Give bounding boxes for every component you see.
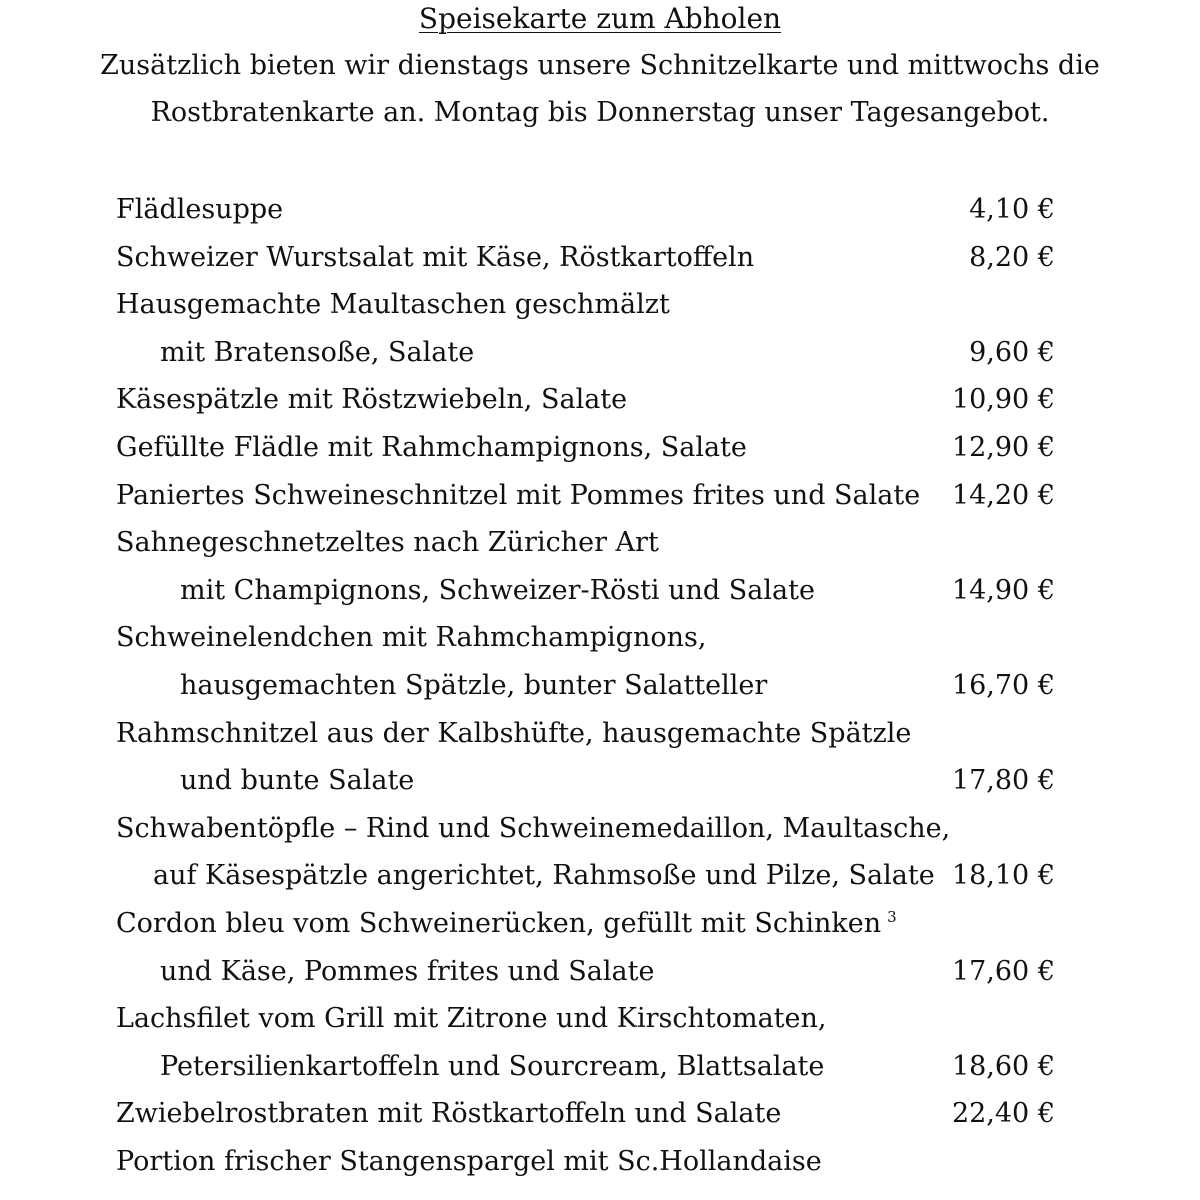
menu-item-description: mit Champignons, Schweizer-Rösti und Salate [180, 574, 815, 606]
menu-item-line [0, 856, 1200, 904]
menu-item-line [0, 476, 1200, 524]
menu-item-description: Petersilienkartoffeln und Sourcream, Blattsalate [160, 1050, 825, 1082]
menu-item-price: 17,80 € [951, 765, 1055, 797]
menu-item-price: 16,70 € [951, 669, 1055, 701]
menu-item-text [116, 908, 897, 939]
menu-item-description: Käsespätzle mit Röstzwiebeln, Salate [116, 384, 628, 416]
menu-item-text [116, 1003, 826, 1034]
menu-item-line [0, 285, 1200, 333]
menu-item-price: 22,40 € [951, 1098, 1055, 1130]
menu-item-description: Rahmschnitzel aus der Kalbshüfte, hausgemachte Spätzle [116, 717, 912, 749]
menu-item-description: Gefüllte Flädle mit Rahmchampignons, Salate [116, 431, 747, 463]
menu-item-description: Cordon bleu vom Schweinerücken, gefüllt mit Schinken [116, 907, 882, 939]
menu-item-text [116, 194, 283, 225]
menu-item-text [116, 384, 627, 415]
menu-item-text [153, 860, 935, 891]
menu-item-text [160, 956, 654, 987]
menu-item-price: 12,90 € [951, 431, 1055, 463]
menu-item-line [0, 571, 1200, 619]
menu-item-text [180, 670, 767, 701]
menu-item-text [116, 718, 911, 749]
menu-item-line [0, 952, 1200, 1000]
menu-item-line [0, 238, 1200, 286]
page-title: Speisekarte zum Abholen [418, 2, 782, 35]
menu-item-line [0, 190, 1200, 238]
menu-item-price: 14,90 € [951, 574, 1055, 606]
menu-item-text [160, 337, 474, 368]
menu-item-text [116, 242, 754, 273]
menu-item-text [116, 813, 950, 844]
menu-item-description: Schweizer Wurstsalat mit Käse, Röstkartoffeln [116, 241, 755, 273]
menu-item-description: hausgemachten Spätzle, bunter Salatteller [180, 669, 768, 701]
menu-item-price: 8,20 € [969, 241, 1055, 273]
menu-item-line [0, 714, 1200, 762]
menu-item-description: Schweinelendchen mit Rahmchampignons, [116, 622, 707, 654]
menu-item-description: auf Käsespätzle angerichtet, Rahmsoße und Pilze, Salate [153, 860, 935, 892]
menu-item-text [116, 527, 659, 558]
menu-item-line [0, 761, 1200, 809]
menu-item-price: 14,20 € [951, 479, 1055, 511]
menu-item-line [0, 809, 1200, 857]
menu-item-price: 18,60 € [951, 1050, 1055, 1082]
menu-item-text [180, 575, 815, 606]
menu-item-description: Paniertes Schweineschnitzel mit Pommes frites und Salate [116, 479, 921, 511]
menu-item-text [116, 480, 920, 511]
menu-item-line [0, 1142, 1200, 1190]
menu-item-description: Schwabentöpfle – Rind und Schweinemedaillon, Maultasche, [116, 812, 951, 844]
menu-item-price: 10,90 € [951, 384, 1055, 416]
menu-item-line [0, 523, 1200, 571]
menu-item-description: mit Bratensoße, Salate [160, 336, 475, 368]
menu-item-text [116, 1098, 781, 1129]
menu-item-line [0, 428, 1200, 476]
menu-item-description: und bunte Salate [180, 765, 415, 797]
allergen-footnote-marker: 3 [887, 907, 897, 926]
menu-item-price: 9,60 € [969, 336, 1055, 368]
menu-item-line [0, 380, 1200, 428]
menu-item-description: Flädlesuppe [116, 194, 284, 225]
menu-item-line [0, 618, 1200, 666]
menu-item-text [180, 765, 414, 796]
menu-item-description: und Käse, Pommes frites und Salate [160, 955, 655, 987]
menu-item-text [116, 1146, 822, 1177]
menu-item-text [116, 432, 747, 463]
menu-item-line [0, 904, 1200, 952]
intro-line-1: Zusätzlich bieten wir dienstags unsere Schnitzelkarte und mittwochs die [100, 50, 1100, 81]
menu-item-description: Sahnegeschnetzeltes nach Züricher Art [116, 527, 659, 559]
menu-item-price: 4,10 € [969, 194, 1055, 225]
menu-list [0, 190, 1200, 1189]
intro-line-2: Rostbratenkarte an. Montag bis Donnerstag unser Tagesangebot. [150, 97, 1050, 128]
menu-item-description: Lachsfilet vom Grill mit Zitrone und Kirschtomaten, [116, 1003, 827, 1035]
menu-item-description: Zwiebelrostbraten mit Röstkartoffeln und Salate [116, 1098, 782, 1130]
menu-item-line [0, 1094, 1200, 1142]
menu-item-line [0, 666, 1200, 714]
menu-item-line [0, 333, 1200, 381]
menu-item-description: Portion frischer Stangenspargel mit Sc.Hollandaise [116, 1145, 822, 1177]
menu-item-price: 17,60 € [951, 955, 1055, 987]
menu-item-text [116, 622, 706, 653]
menu-item-description: Hausgemachte Maultaschen geschmälzt [116, 289, 670, 321]
menu-item-text [160, 1051, 824, 1082]
menu-item-price: 18,10 € [951, 860, 1055, 892]
menu-item-text [116, 289, 670, 320]
menu-item-line [0, 999, 1200, 1047]
menu-item-line [0, 1047, 1200, 1095]
